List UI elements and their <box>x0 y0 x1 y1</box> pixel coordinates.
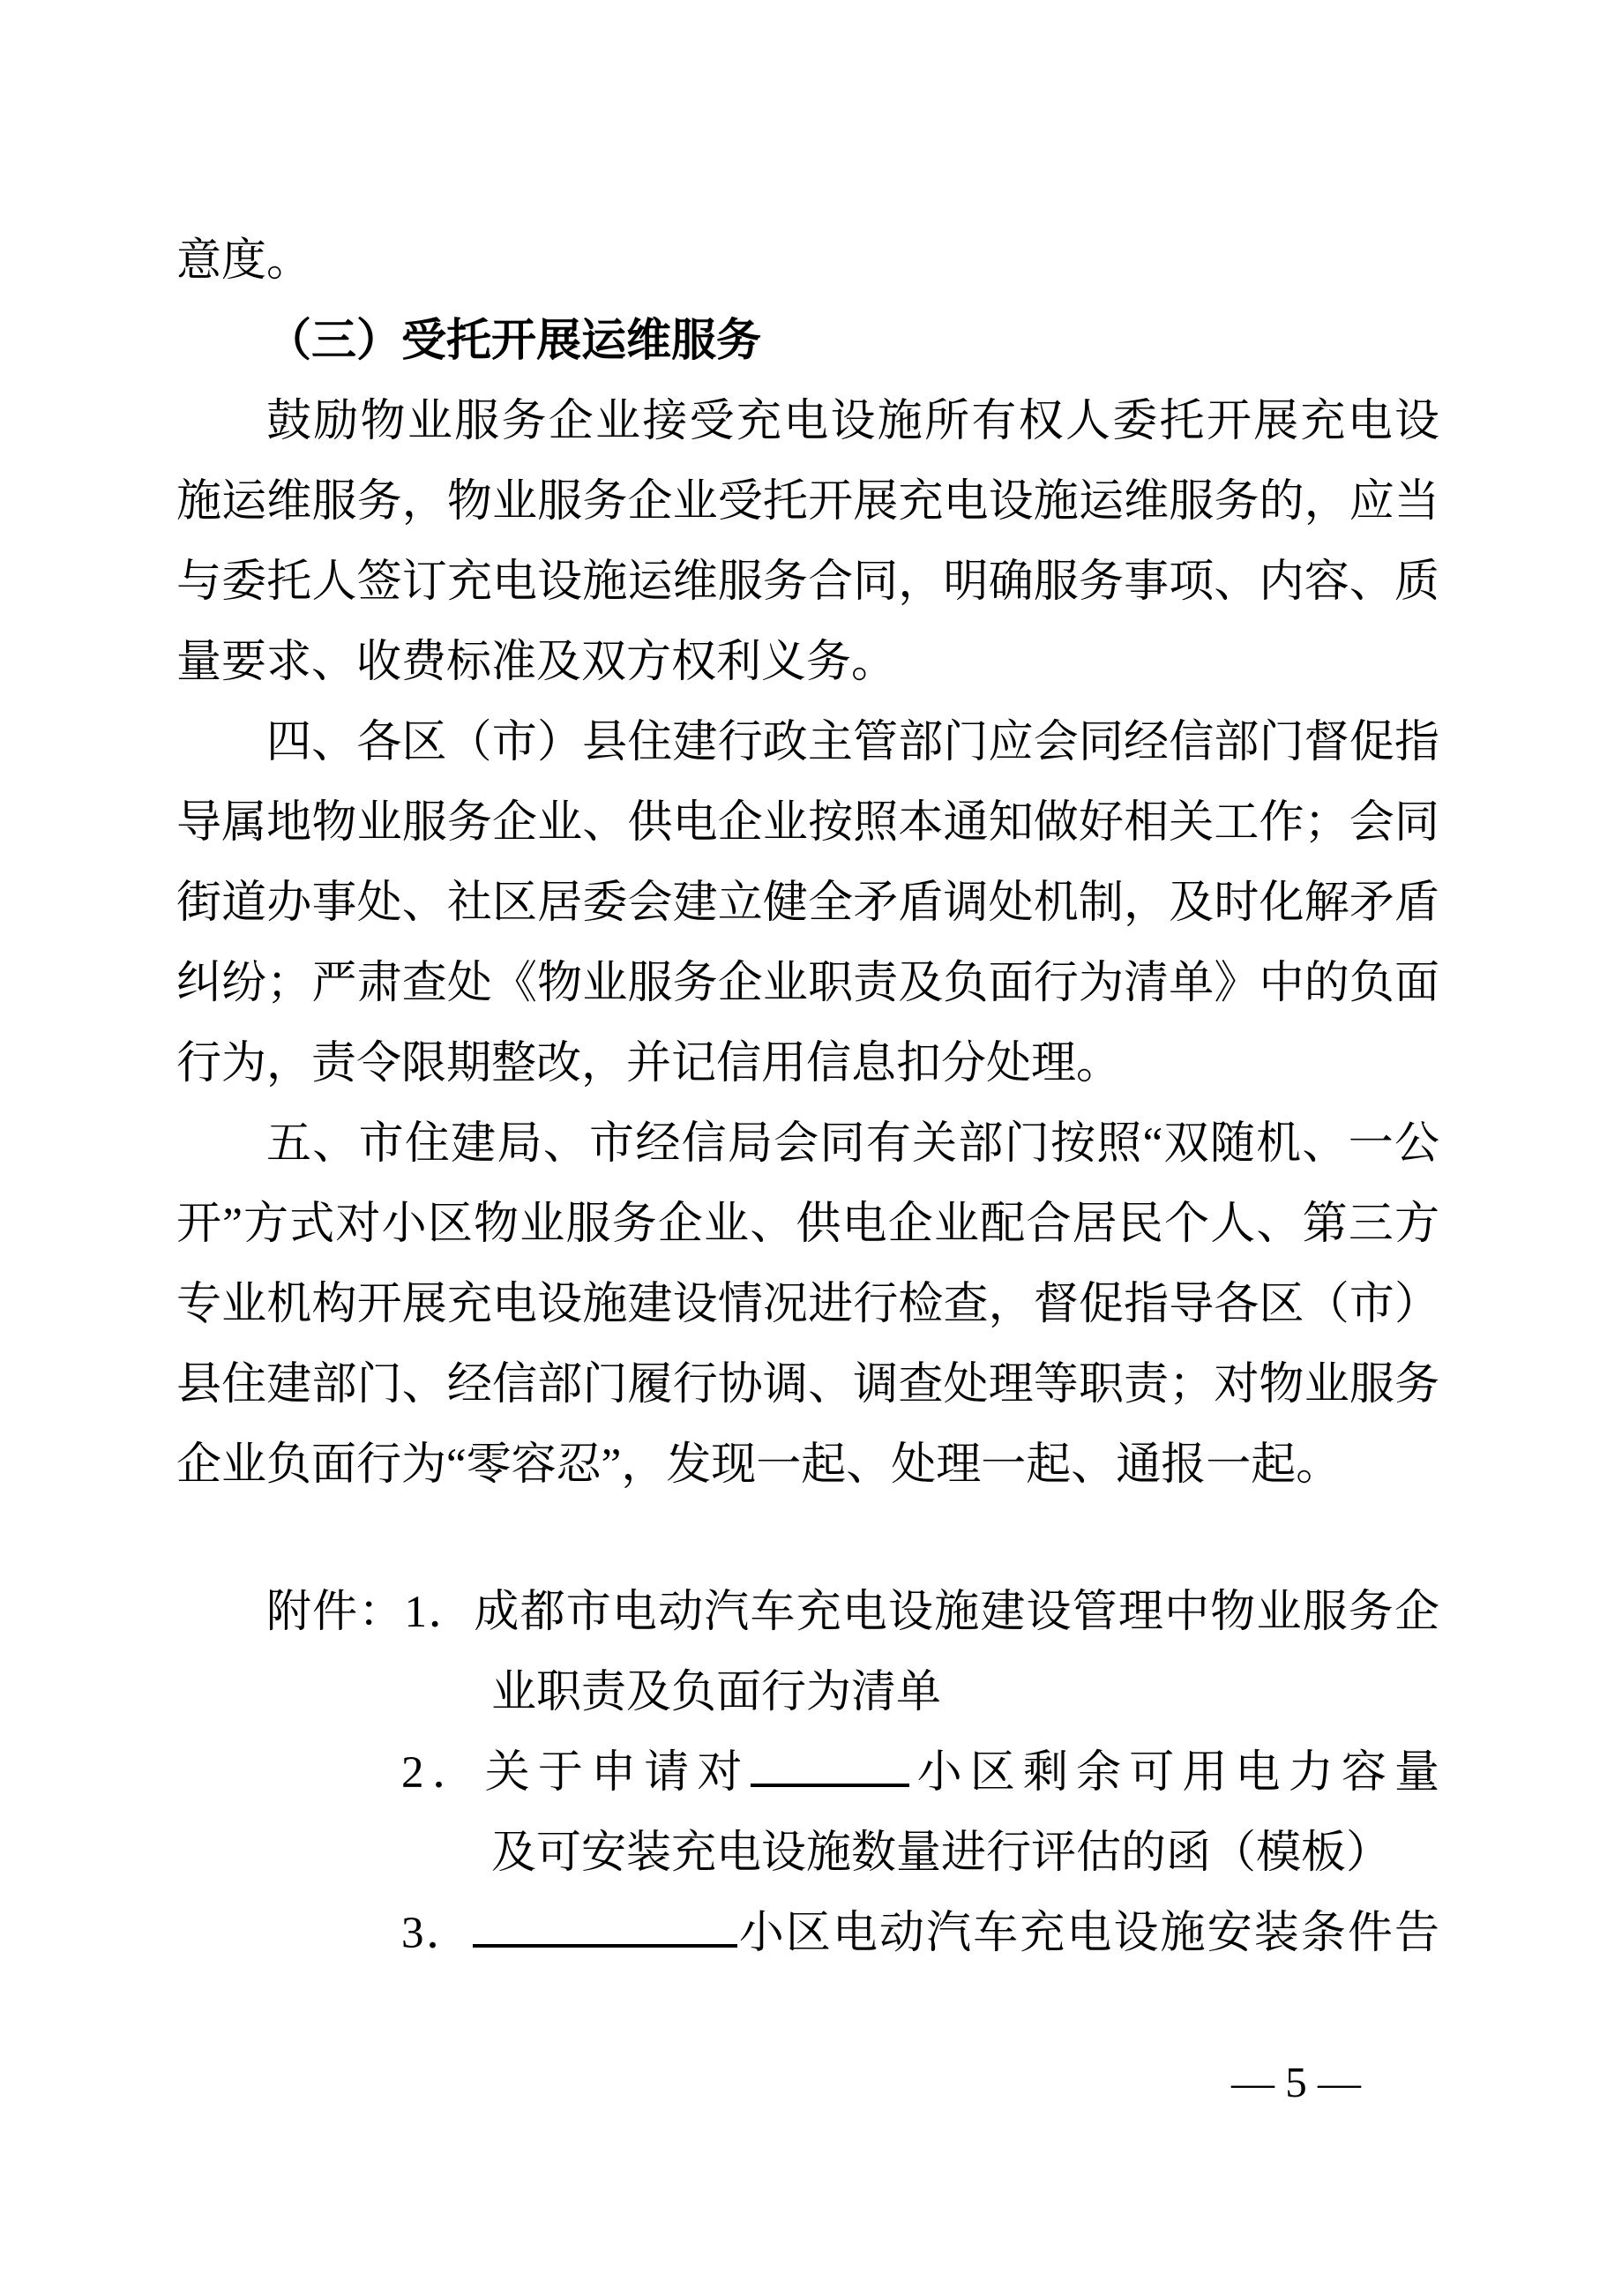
blank-underline-field <box>751 1780 909 1787</box>
attachment-item-1-line-1: 附件：1．成都市电动汽车充电设施建设管理中物业服务企 <box>266 1588 1439 1637</box>
body-line: 专业机构开展充电设施建设情况进行检查，督促指导各区（市） <box>176 1280 1439 1329</box>
attachment-item-3-suffix: 小区电动汽车充电设施安装条件告 <box>736 1909 1439 1958</box>
attachment-item-1-line-2: 业职责及负面行为清单 <box>491 1668 942 1717</box>
body-line: 导属地物业服务企业、供电企业按照本通知做好相关工作；会同 <box>176 798 1439 848</box>
body-line: 量要求、收费标准及双方权利义务。 <box>176 638 897 687</box>
body-line: 施运维服务，物业服务企业受托开展充电设施运维服务的，应当 <box>176 477 1439 527</box>
attachment-item-3-prefix: 3． <box>401 1909 473 1958</box>
attachment-item-2-line-1 <box>176 1733 1439 1814</box>
body-line: 街道办事处、社区居委会建立健全矛盾调处机制，及时化解矛盾 <box>176 879 1439 928</box>
attachment-item-2-line-2: 及可安装充电设施数量进行评估的函（模板） <box>491 1829 1392 1878</box>
body-line: 开”方式对小区物业服务企业、供电企业配合居民个人、第三方 <box>176 1200 1439 1249</box>
body-line: 纠纷；严肃查处《物业服务企业职责及负面行为清单》中的负面 <box>176 959 1439 1008</box>
blank-underline-field <box>473 1941 737 1948</box>
document-text-block <box>176 221 1439 1974</box>
body-line: 行为，责令限期整改，并记信用信息扣分处理。 <box>176 1039 1122 1088</box>
section-heading: （三）受托开展运维服务 <box>266 317 762 366</box>
body-line: 县住建部门、经信部门履行协调、调查处理等职责；对物业服务 <box>176 1360 1439 1410</box>
body-line: 鼓励物业服务企业接受充电设施所有权人委托开展充电设 <box>266 397 1439 446</box>
body-line: 与委托人签订充电设施运维服务合同，明确服务事项、内容、质 <box>176 557 1439 607</box>
attachment-item-2-prefix: 2．关于申请对 <box>401 1748 751 1798</box>
attachment-item-2-suffix: 小区剩余可用电力容量 <box>908 1748 1439 1798</box>
body-line-item-four: 四、各区（市）县住建行政主管部门应会同经信部门督促指 <box>266 718 1439 767</box>
blank-line-spacer <box>176 1506 1439 1573</box>
attachment-item-3-line-1 <box>176 1894 1439 1974</box>
body-line: 企业负面行为“零容忍”，发现一起、处理一起、通报一起。 <box>176 1440 1342 1490</box>
page-number: — 5 — <box>1231 2058 1361 2106</box>
body-line-continuation: 意度。 <box>176 236 312 286</box>
body-line-item-five: 五、市住建局、市经信局会同有关部门按照“双随机、一公 <box>266 1119 1439 1169</box>
